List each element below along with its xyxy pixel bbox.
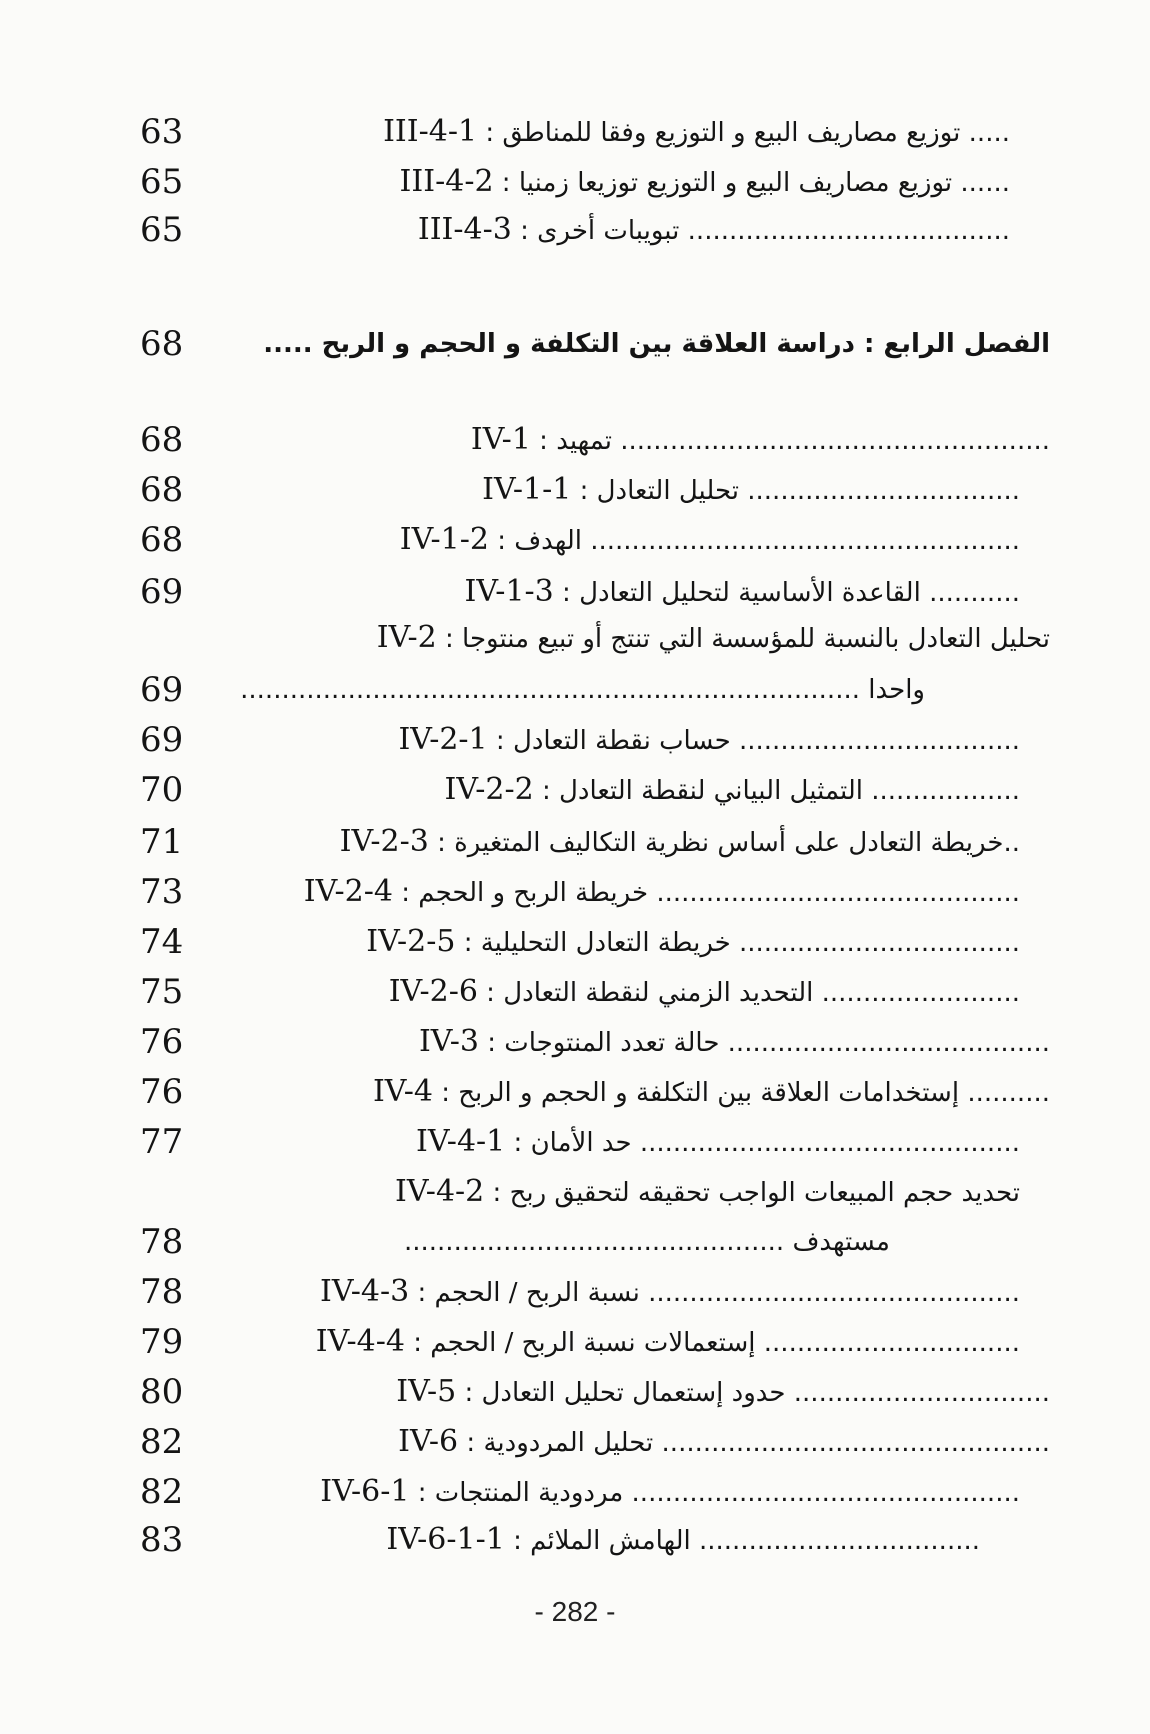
leader-dots: ..... <box>263 329 313 359</box>
section-title: خريطة التعادل التحليلية <box>480 928 731 958</box>
section-title: مردودية المنتجات <box>434 1478 624 1508</box>
page-number: 68 <box>140 470 184 510</box>
section-title: الهدف <box>514 526 582 556</box>
section-code: IV-2-6 <box>388 974 478 1009</box>
section-code: IV-5 <box>396 1374 457 1409</box>
page-number: 82 <box>140 1472 184 1512</box>
section-code: III-4-1 <box>383 114 478 149</box>
page-number: 79 <box>140 1322 184 1362</box>
section-code: IV-4-3 <box>320 1274 410 1309</box>
section-code: IV-1-3 <box>464 574 554 609</box>
page-number: 80 <box>140 1372 184 1412</box>
leader-dots: ................................. <box>747 476 1020 506</box>
leader-dots: .................................................... <box>620 426 1050 456</box>
section-title: القاعدة الأساسية لتحليل التعادل <box>579 578 921 608</box>
toc-entry-continuation <box>0 664 1150 716</box>
section-title: حد الأمان <box>530 1128 632 1158</box>
toc-entry: 68 IV-1-1 : تحليل التعادل ................................. <box>0 464 1150 516</box>
section-code: IV-1 <box>470 422 531 457</box>
page-number: 76 <box>140 1022 184 1062</box>
toc-entry: 80 IV-5 : حدود إستعمال تحليل التعادل ............................... <box>0 1366 1150 1418</box>
page-number: 78 <box>140 1272 184 1312</box>
leader-dots: ........... <box>929 578 1020 608</box>
chapter-title: الفصل الرابع : دراسة العلاقة بين التكلفة و الحجم و الربح <box>321 329 1050 359</box>
page-number: 63 <box>140 112 184 152</box>
page-number: 68 <box>140 420 184 460</box>
section-title: خريطة الربح و الحجم <box>418 878 649 908</box>
page-number: 65 <box>140 162 184 202</box>
section-code: IV-6-1 <box>320 1474 410 1509</box>
toc-entry: 82 IV-6-1 : مردودية المنتجات ............................................... <box>0 1466 1150 1518</box>
section-title: خريطة التعادل على أساس نظرية التكاليف المتغيرة.. <box>454 828 1020 858</box>
page-number: 69 <box>140 572 184 612</box>
section-code: IV-6-1-1 <box>386 1522 505 1557</box>
section-code: IV-1-2 <box>399 522 489 557</box>
section-code: IV-4-2 <box>395 1174 485 1209</box>
leader-dots: ....................................... <box>727 1028 1050 1058</box>
section-code: IV-1-1 <box>482 472 572 507</box>
leader-dots: ...... <box>960 168 1010 198</box>
toc-entry: 76 IV-3 : حالة تعدد المنتوجات ....................................... <box>0 1016 1150 1068</box>
leader-dots: ..... <box>968 118 1010 148</box>
leader-dots: ........................................................................... <box>240 675 860 705</box>
leader-dots: ............................................. <box>648 1278 1020 1308</box>
leader-dots: ....................................... <box>687 216 1010 246</box>
section-title: حالة تعدد المنتوجات <box>504 1028 720 1058</box>
section-title: توزيع مصاريف البيع و التوزيع وفقا للمناطق <box>502 118 961 148</box>
toc-entry: 69 IV-1-3 : القاعدة الأساسية لتحليل التعادل ........... <box>0 566 1150 618</box>
section-code: IV-4-4 <box>315 1324 405 1359</box>
section-title: مستهدف <box>792 1227 890 1257</box>
toc-entry: 74 IV-2-5 : خريطة التعادل التحليلية .................................. <box>0 916 1150 968</box>
toc-entry: 82 IV-6 : تحليل المردودية ............................................... <box>0 1416 1150 1468</box>
page-number: 71 <box>140 822 184 862</box>
section-title: حساب نقطة التعادل <box>512 726 731 756</box>
toc-entry: 76 IV-4 : إستخدامات العلاقة بين التكلفة و الحجم و الربح .......... <box>0 1066 1150 1118</box>
section-title: الهامش الملائم <box>530 1526 691 1556</box>
leader-dots: ............................... <box>793 1378 1050 1408</box>
page-number: 73 <box>140 872 184 912</box>
section-title: التحديد الزمني لنقطة التعادل <box>503 978 814 1008</box>
leader-dots: .......... <box>967 1078 1050 1108</box>
chapter-heading <box>0 318 1150 370</box>
section-code: IV-2-4 <box>303 874 393 909</box>
page-number: 69 <box>140 720 184 760</box>
section-title: تحديد حجم المبيعات الواجب تحقيقه لتحقيق ربح <box>509 1178 1020 1208</box>
toc-entry: 65 III-4-3 : تبويبات أخرى ....................................... <box>0 204 1150 256</box>
toc-entry: 63 III-4-1 : توزيع مصاريف البيع و التوزيع وفقا للمناطق ..... <box>0 106 1150 158</box>
toc-entry: 83 IV-6-1-1 : الهامش الملائم .................................. <box>0 1514 1150 1566</box>
section-code: IV-2-1 <box>398 722 488 757</box>
section-title: تحليل المردودية <box>483 1428 654 1458</box>
leader-dots: .............................................. <box>639 1128 1020 1158</box>
toc-entry: 65 III-4-2 : توزيع مصاريف البيع و التوزيع توزيعا زمنيا ...... <box>0 156 1150 208</box>
section-code: IV-2-3 <box>339 824 429 859</box>
toc-entry: IV-2 : تحليل التعادل بالنسبة للمؤسسة التي تنتج أو تبيع منتوجا <box>376 620 1050 655</box>
section-title: واحدا <box>868 675 925 705</box>
section-title: توزيع مصاريف البيع و التوزيع توزيعا زمنيا <box>518 168 953 198</box>
section-code: IV-6 <box>398 1424 459 1459</box>
page-number: 82 <box>140 1422 184 1462</box>
toc-entry: 78 IV-4-3 : نسبة الربح / الحجم ............................................. <box>0 1266 1150 1318</box>
toc-entry: 69 IV-2-1 : حساب نقطة التعادل .................................. <box>0 714 1150 766</box>
section-code: IV-2 <box>376 620 437 655</box>
page-number: 78 <box>140 1222 184 1262</box>
toc-entry: 70 IV-2-2 : التمثيل البياني لنقطة التعادل .................. <box>0 764 1150 816</box>
toc-entry-continuation <box>0 1216 1150 1268</box>
section-code: IV-4-1 <box>416 1124 506 1159</box>
section-title: التمثيل البياني لنقطة التعادل <box>558 776 863 806</box>
toc-entry: 73 IV-2-4 : خريطة الربح و الحجم ............................................ <box>0 866 1150 918</box>
page-number: 68 <box>140 324 184 364</box>
toc-entry: 68 IV-1 : تمهيد .................................................... <box>0 414 1150 466</box>
leader-dots: ............................................... <box>631 1478 1020 1508</box>
page-number: 77 <box>140 1122 184 1162</box>
section-title: تمهيد <box>556 426 612 456</box>
leader-dots: ............................... <box>763 1328 1020 1358</box>
leader-dots: .................. <box>871 776 1020 806</box>
leader-dots: .................................. <box>739 726 1020 756</box>
toc-entry: 71 IV-2-3 : خريطة التعادل على أساس نظرية التكاليف المتغيرة.. <box>0 816 1150 868</box>
page-number: 68 <box>140 520 184 560</box>
section-title: تحليل التعادل بالنسبة للمؤسسة التي تنتج أو تبيع منتوجا <box>462 624 1050 654</box>
page-number: 65 <box>140 210 184 250</box>
toc-entry: 79 IV-4-4 : إستعمالات نسبة الربح / الحجم ............................... <box>0 1316 1150 1368</box>
page-number: 74 <box>140 922 184 962</box>
leader-dots: ............................................ <box>656 878 1020 908</box>
page-number: 75 <box>140 972 184 1012</box>
section-code: III-4-2 <box>399 164 494 199</box>
leader-dots: .................................................... <box>590 526 1020 556</box>
section-code: IV-2-2 <box>444 772 534 807</box>
section-title: إستعمالات نسبة الربح / الحجم <box>430 1328 756 1358</box>
section-code: IV-4 <box>372 1074 433 1109</box>
section-title: حدود إستعمال تحليل التعادل <box>481 1378 786 1408</box>
leader-dots: ............................................... <box>661 1428 1050 1458</box>
toc-entry: 75 IV-2-6 : التحديد الزمني لنقطة التعادل ........................ <box>0 966 1150 1018</box>
leader-dots: .................................. <box>739 928 1020 958</box>
page-footer-number: - 282 - <box>534 1596 616 1627</box>
page-number: 70 <box>140 770 184 810</box>
page-number: 76 <box>140 1072 184 1112</box>
leader-dots: ........................ <box>821 978 1020 1008</box>
leader-dots: .................................. <box>699 1526 980 1556</box>
section-code: III-4-3 <box>417 212 512 247</box>
section-title: إستخدامات العلاقة بين التكلفة و الحجم و الربح <box>458 1078 960 1108</box>
section-code: IV-3 <box>418 1024 479 1059</box>
section-title: تحليل التعادل <box>596 476 739 506</box>
toc-entry: 68 IV-1-2 : الهدف .................................................... <box>0 514 1150 566</box>
toc-entry: IV-4-2 : تحديد حجم المبيعات الواجب تحقيقه لتحقيق ربح <box>395 1174 1020 1209</box>
leader-dots: .............................................. <box>403 1227 785 1257</box>
toc-entry: 77 IV-4-1 : حد الأمان .............................................. <box>0 1116 1150 1168</box>
page-number: 69 <box>140 670 184 710</box>
section-code: IV-2-5 <box>366 924 456 959</box>
page-number: 83 <box>140 1520 184 1560</box>
section-title: نسبة الربح / الحجم <box>434 1278 640 1308</box>
section-title: تبويبات أخرى <box>537 216 680 246</box>
